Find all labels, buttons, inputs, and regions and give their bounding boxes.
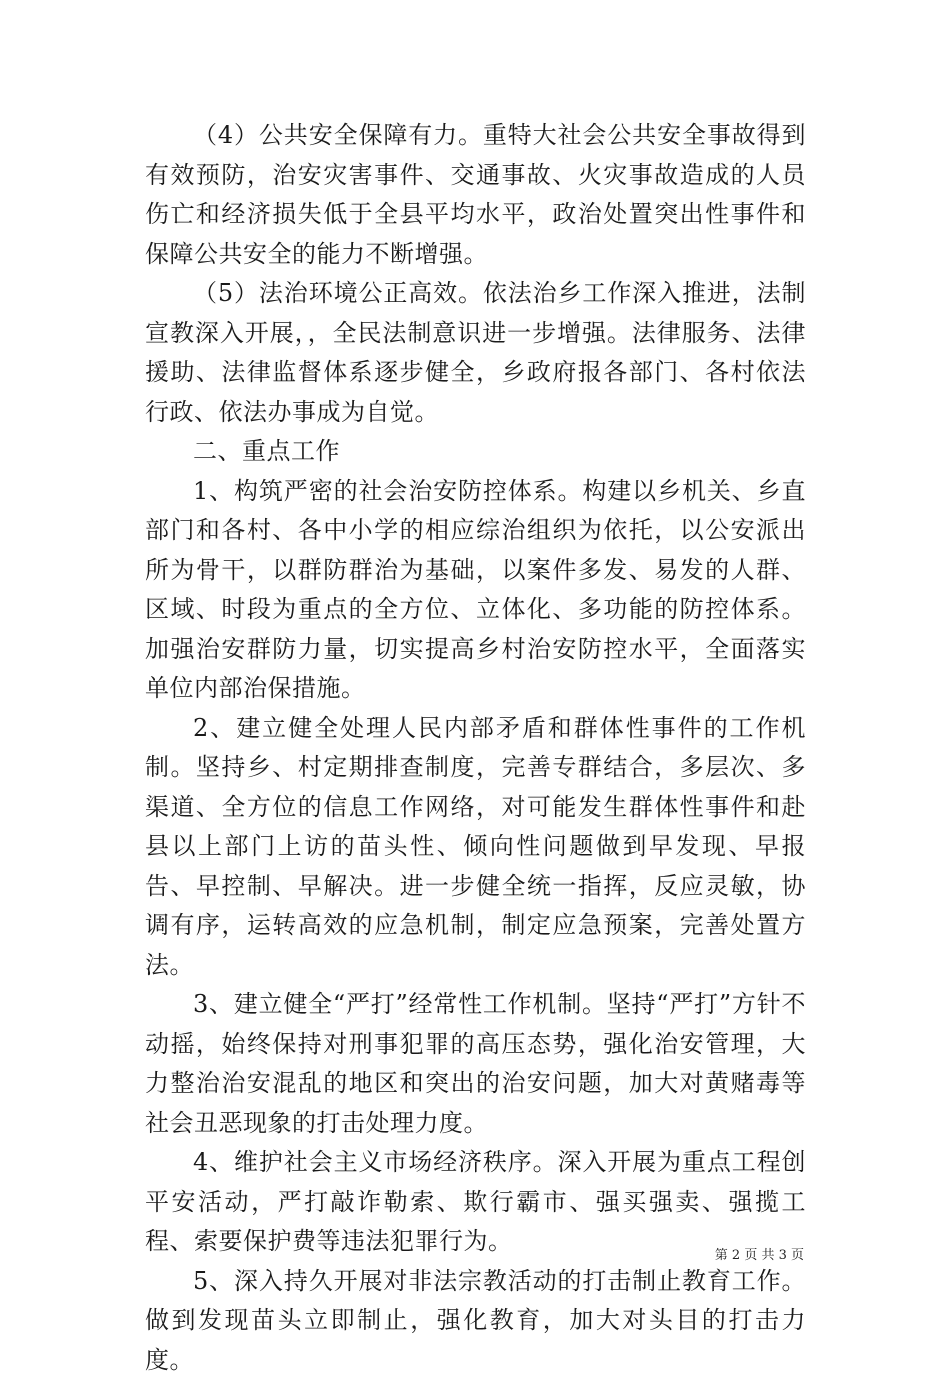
page-number: 第 2 页 共 3 页 xyxy=(715,1248,804,1264)
list-item: 5、深入持久开展对非法宗教活动的打击制止教育工作。做到发现苗头立即制止，强化教育，加大对头目的打击力度。 xyxy=(145,1262,806,1380)
list-item: 1、构筑严密的社会治安防控体系。构建以乡机关、乡直部门和各村、各中小学的相应综治组织为依托，以公安派出所为骨干，以群防群治为基础，以案件多发、易发的人群、区域、时段为重点的全方位、立体化、多功能的防控体系。加强治安群防力量，切实提高乡村治安防控水平，全面落实单位内部治保措施。 xyxy=(145,472,806,709)
list-item: 3、建立健全“严打”经常性工作机制。坚持“严打”方针不动摇，始终保持对刑事犯罪的高压态势，强化治安管理，大力整治治安混乱的地区和突出的治安问题，加大对黄赌毒等社会丑恶现象的打击处理力度。 xyxy=(145,985,806,1143)
list-item: 2、建立健全处理人民内部矛盾和群体性事件的工作机制。坚持乡、村定期排查制度，完善专群结合，多层次、多渠道、全方位的信息工作网络，对可能发生群体性事件和赴县以上部门上访的苗头性、倾向性问题做到早发现、早报告、早控制、早解决。进一步健全统一指挥，反应灵敏，协调有序，运转高效的应急机制，制定应急预案，完善处置方法。 xyxy=(145,709,806,986)
list-item: 4、维护社会主义市场经济秩序。深入开展为重点工程创平安活动，严打敲诈勒索、欺行霸市、强买强卖、强揽工程、索要保护费等违法犯罪行为。 xyxy=(145,1143,806,1262)
section-heading: 二、重点工作 xyxy=(145,432,806,472)
paragraph-public-safety: （4）公共安全保障有力。重特大社会公共安全事故得到有效预防，治安灾害事件、交通事故、火灾事故造成的人员伤亡和经济损失低于全县平均水平，政治处置突出性事件和保障公共安全的能力不断增强。 xyxy=(145,116,806,274)
document-body xyxy=(145,116,806,1380)
paragraph-rule-of-law: （5）法治环境公正高效。依法治乡工作深入推进，法制宣教深入开展，，全民法制意识进一步增强。法律服务、法律援助、法律监督体系逐步健全，乡政府报各部门、各村依法行政、依法办事成为自觉。 xyxy=(145,274,806,432)
